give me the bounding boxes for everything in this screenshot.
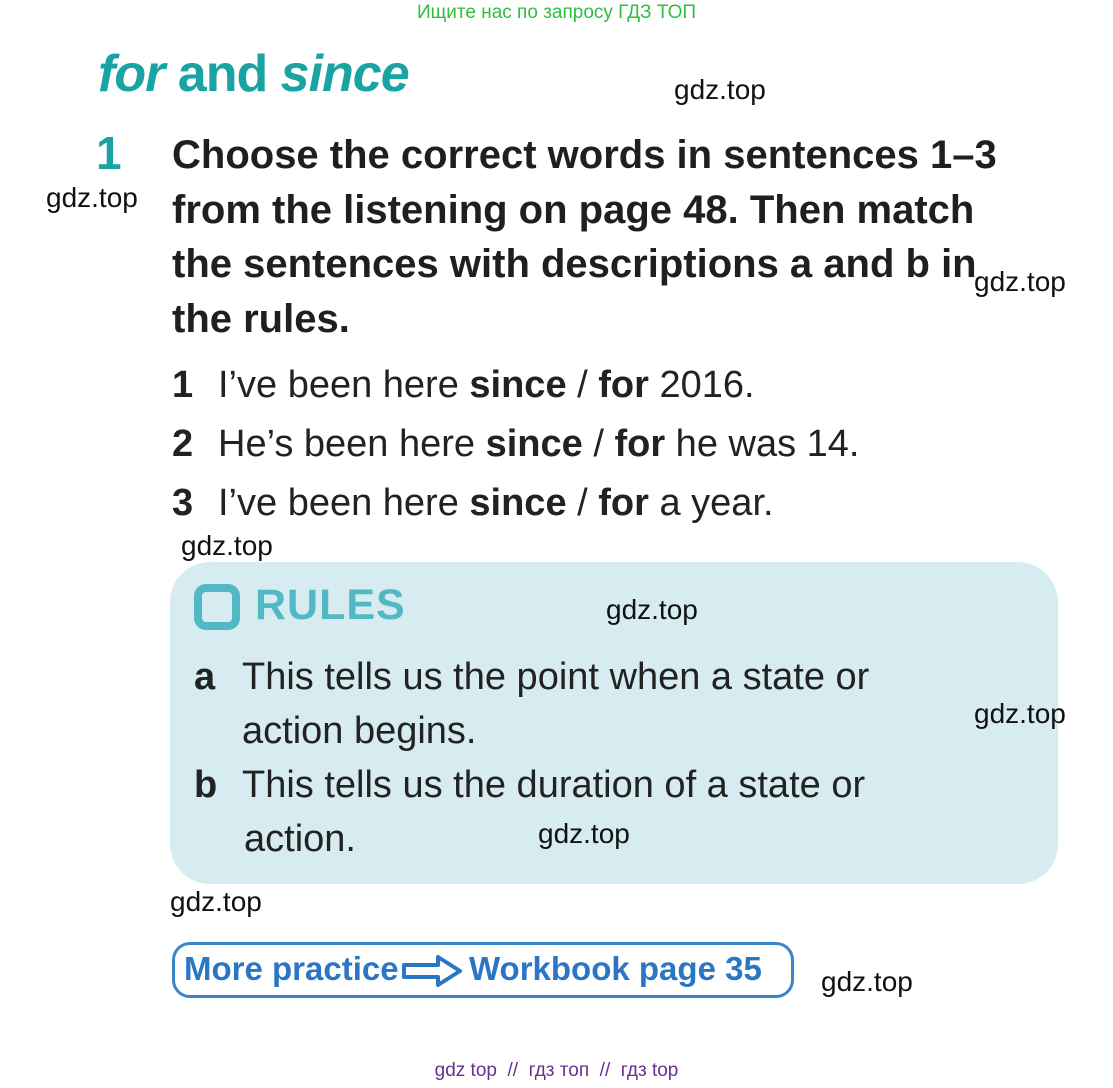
sentence-end: 2016. [648,364,755,406]
sentence-3 [172,482,774,525]
more-practice-label[interactable]: More practice [184,950,399,987]
option-for[interactable]: for [614,423,666,465]
title-and: and [164,45,281,103]
option-separator: / [566,482,599,524]
watermark: gdz.top [46,182,138,213]
option-separator: / [566,364,599,406]
rule-letter-b: b [194,764,218,806]
sentence-1 [172,364,755,407]
instruction-line: the rules. [172,296,350,341]
title-since: since [280,45,409,103]
sentence-number: 1 [172,364,194,406]
sentence-number: 2 [172,423,194,465]
instruction-line: Choose the correct words in sentences 1–3 [172,133,997,177]
rule-a-line2: action begins. [242,710,477,752]
sentence-end: a year. [648,482,774,524]
rule-b-line2: action. [244,818,356,860]
option-since[interactable]: since [469,482,567,524]
watermark: gdz.top [606,594,698,625]
exercise-instruction [172,128,997,346]
watermark: gdz.top [821,966,913,997]
sentence-2 [172,423,859,466]
option-separator: / [582,423,615,465]
rules-icon [194,584,240,630]
rule-b-line1: This tells us the duration of a state or [242,764,866,806]
watermark: gdz.top [674,74,766,105]
footer: gdz top // гдз топ // гдз top [434,1060,679,1081]
rules-title: RULES [255,581,406,629]
rule-a-line1: This tells us the point when a state or [242,656,870,698]
sentence-text: I’ve been here [218,364,470,406]
option-since[interactable]: since [485,423,583,465]
sentence-text: I’ve been here [218,482,470,524]
sentence-text: He’s been here [218,423,486,465]
instruction-line: from the listening on page 48. Then match [172,187,975,232]
option-for[interactable]: for [598,364,649,406]
workbook-page-link[interactable]: Workbook page 35 [469,950,762,987]
arrow-right-icon [400,954,464,988]
exercise-number: 1 [96,127,122,179]
top-banner: Ищите нас по запросу ГДЗ ТОП [416,2,697,23]
watermark: gdz.top [170,886,262,917]
sentence-number: 3 [172,482,194,524]
sentence-end: he was 14. [665,423,860,465]
watermark: gdz.top [538,818,630,849]
watermark: gdz.top [974,698,1066,729]
option-since[interactable]: since [469,364,567,406]
rule-letter-a: a [194,656,216,698]
section-title [98,44,409,104]
watermark: gdz.top [974,266,1066,297]
instruction-line: the sentences with descriptions a and b in [172,242,977,286]
option-for[interactable]: for [598,482,649,524]
title-for: for [98,45,165,103]
watermark: gdz.top [181,530,273,561]
